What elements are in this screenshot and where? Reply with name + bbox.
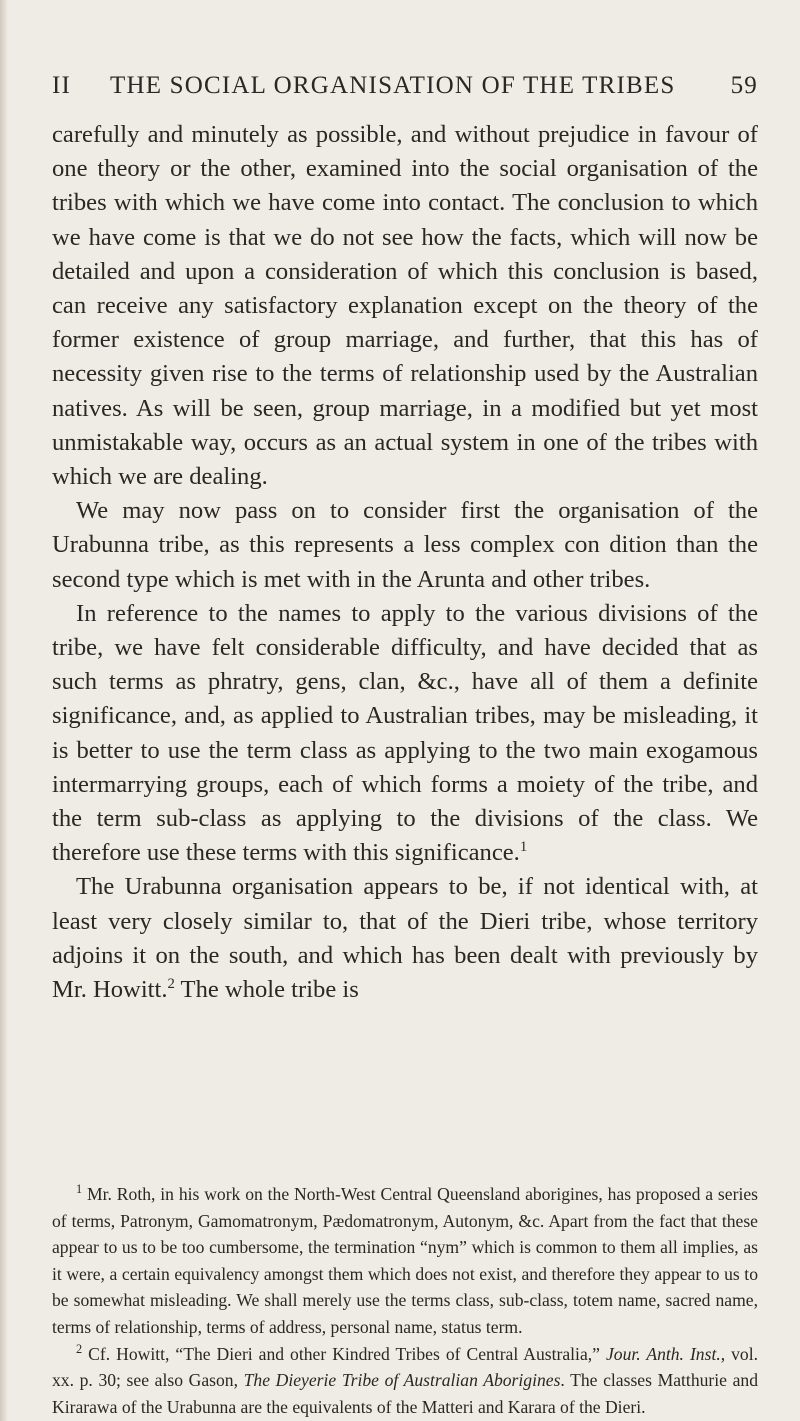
footnote-ref[interactable]: 1 xyxy=(519,839,528,856)
footnote-mark: 1 xyxy=(76,1182,83,1197)
page-number: 59 xyxy=(730,72,758,99)
footnote-ref[interactable]: 2 xyxy=(167,975,175,992)
paragraph: The Urabunna organisation appears to be, if not identical with, at least very closely similar to, that of the Dieri tribe, whose territory adjoins it on the south, and which has been dealt with previously by Mr. Howitt.$^2$ The whole tribe is xyxy=(52,873,758,1004)
paragraph: In reference to the names to apply to the various divisions of the tribe, we have felt considerable difficulty, and have decided that as such terms as phratry, gens, clan, &c., have all of them a definite significance, and, as applied to Australian tribes, may be misleading, it is better to use the term class as applying to the two main exogamous intermarrying groups, each of which forms a moiety of the tribe, and the term sub-class as applying to the divisions of the class. We therefore use these terms with this significance.$^1$ xyxy=(52,599,758,867)
journal-title: Jour. Anth. Inst. xyxy=(605,1343,721,1364)
footnote: $^2$ Cf. Howitt, “The Dieri and other Kindred Tribes of Central Australia,” Jour. Anth. Inst., vol. xx. p. 30; see also Gason, The Dieyerie Tribe of Australian Aborigines. The classes Matthurie and Kirarawa of the Urabunna are the equivalents of the Matteri and Karara of the Dieri. xyxy=(52,1341,759,1417)
body-text xyxy=(52,118,758,1007)
footnotes xyxy=(52,1181,758,1420)
footnote: $^1$ Mr. Roth, in his work on the North-West Central Queensland aborigines, has proposed a series of terms, Patronym, Gamomatronym, Pædomatronym, Autonym, &c. Apart from the fact that these appear to us to be too cumbersome, the termination “nym” which is common to them all implies, as it were, a certain equivalency amongst them which does not exist, and therefore they appear to us to be somewhat misleading. We shall merely use the terms class, sub-class, totem name, sacred name, terms of relationship, terms of address, personal name, status term. xyxy=(52,1182,758,1337)
paragraph: We may now pass on to consider first the organisation of the Urabunna tribe, as this represents a less complex con dition than the second type which is met with in the Arunta and other tribes. xyxy=(52,497,758,593)
chapter-number: II xyxy=(52,72,72,99)
running-title: THE SOCIAL ORGANISATION OF THE TRIBES xyxy=(110,72,676,99)
book-title: The Dieyerie Tribe of Australian Aborigines xyxy=(243,1370,561,1391)
page-gutter xyxy=(0,0,8,1421)
footnote-mark: 2 xyxy=(76,1341,83,1356)
paragraph: carefully and minutely as possible, and without prejudice in favour of one theory or the other, examined into the social organisation of the tribes with which we have come into contact. The conclusion to which we have come is that we do not see how the facts, which will now be detailed and upon a consideration of which this conclusion is based, can receive any satisfactory explanation except on the theory of the former existence of group marriage, and further, that this has of necessity given rise to the terms of relationship used by the Australian natives. As will be seen, group marriage, in a modified but yet most unmistakable way, occurs as an actual system in one of the tribes with which we are dealing. xyxy=(52,121,758,491)
running-header xyxy=(52,72,758,112)
